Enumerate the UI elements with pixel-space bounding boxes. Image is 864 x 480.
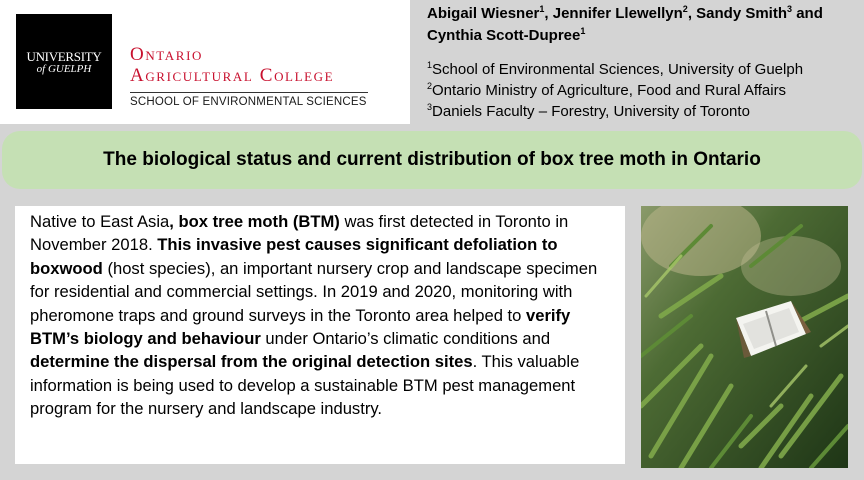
affiliation-list: [427, 59, 864, 122]
abstract-highlight: This invasive pest causes significant defoliation to boxwood: [30, 235, 558, 278]
affiliation-line: [427, 101, 864, 122]
affiliation-line: [427, 59, 864, 80]
affiliation-mark: 3: [427, 102, 433, 112]
abstract-highlight: verify BTM’s biology and behaviour: [30, 305, 571, 349]
abstract-highlight: , box tree moth (BTM): [169, 212, 340, 231]
author-conjunction: and: [796, 5, 823, 22]
author-name: Abigail Wiesner: [427, 5, 540, 22]
title-banner: [2, 131, 862, 189]
poster-title: The biological status and current distribution of box tree moth in Ontario: [103, 149, 761, 170]
school-name: SCHOOL OF ENVIRONMENTAL SCIENCES: [130, 96, 367, 108]
author-name: Jennifer Llewellyn: [552, 5, 683, 22]
affiliation-text: Daniels Faculty – Forestry, University of Toronto: [432, 103, 750, 120]
abstract-text: was first detected in Toronto in November 2018.: [30, 212, 569, 255]
affiliation-mark: 1: [427, 60, 433, 70]
abstract-box: [15, 206, 625, 464]
author-list: [427, 3, 857, 47]
abstract-paragraph: [30, 210, 615, 421]
affiliation-text: School of Environmental Sciences, University of Guelph: [432, 61, 804, 78]
affiliation-mark: 2: [427, 81, 433, 91]
author-affiliation-mark: 1: [539, 4, 545, 14]
college-name: [130, 44, 334, 86]
author-name: Cynthia Scott-Dupree: [427, 27, 581, 44]
abstract-text: (host species), an important nursery crop and landscape specimen for residential and commercial settings. In 2019 and 2020, monitoring with pheromone traps and ground surveys in the Toronto area helped to: [30, 258, 598, 325]
affiliation-line: [427, 80, 864, 101]
abstract-text: . This valuable information is being used to develop a sustainable BTM pest management program for the nursery and landscape industry.: [30, 352, 580, 419]
author-separator: ,: [687, 5, 692, 22]
logo-panel: [0, 0, 410, 124]
abstract-highlight: determine the dispersal from the original detection sites: [30, 352, 473, 372]
box-tree-moth-photo: [641, 206, 848, 468]
college-divider: [130, 92, 368, 93]
college-name-line2: Agricultural College: [130, 65, 335, 86]
abstract-text: Native to East Asia: [30, 212, 170, 231]
author-affiliation-mark: 2: [682, 4, 688, 14]
college-name-line1: Ontario: [130, 44, 203, 65]
author-name: Sandy Smith: [696, 5, 788, 22]
affiliation-text: Ontario Ministry of Agriculture, Food and Rural Affairs: [432, 82, 787, 99]
author-separator: ,: [544, 5, 549, 22]
logo-line-guelph: of GUELPH: [36, 63, 92, 75]
logo-line-university: UNIVERSITY: [26, 49, 102, 64]
university-of-guelph-logo: [16, 14, 112, 109]
moth-photo-illustration: [641, 206, 848, 468]
author-affiliation-mark: 1: [580, 26, 586, 36]
author-affiliation-mark: 3: [787, 4, 793, 14]
abstract-text: under Ontario’s climatic conditions and: [260, 329, 551, 349]
